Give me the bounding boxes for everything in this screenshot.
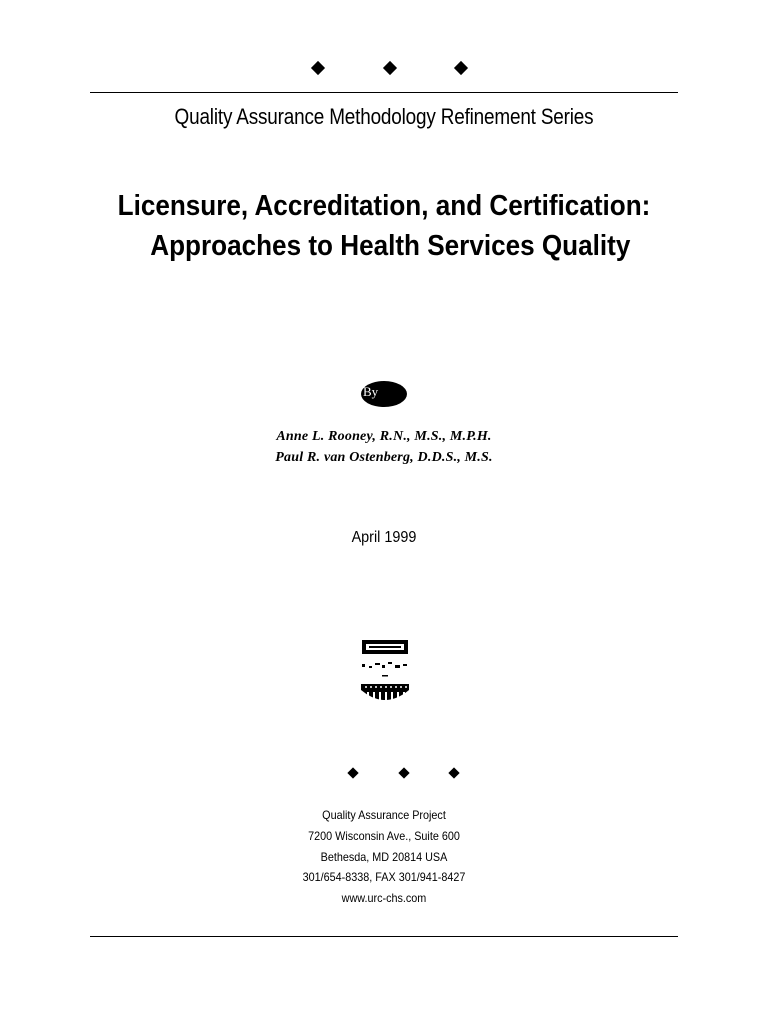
diamond-icon	[398, 767, 409, 778]
diamond-icon	[347, 767, 358, 778]
document-title-line-2: Approaches to Health Services Quality	[150, 230, 631, 262]
publisher-name: Quality Assurance Project	[322, 808, 446, 822]
diamond-icon	[383, 61, 397, 75]
usaid-emblem-icon	[358, 638, 412, 708]
top-ornament	[0, 58, 768, 78]
diamond-icon	[448, 767, 459, 778]
top-rule	[90, 92, 678, 93]
publisher-phone-fax: 301/654-8338, FAX 301/941-8427	[302, 870, 466, 884]
bottom-rule	[90, 936, 678, 937]
publisher-street: 7200 Wisconsin Ave., Suite 600	[308, 829, 460, 843]
publication-date: April 1999	[351, 529, 417, 546]
document-title-line-1: Licensure, Accreditation, and Certification:	[117, 190, 651, 222]
by-badge: By	[361, 381, 407, 407]
bottom-ornament	[0, 763, 768, 783]
author-2: Paul R. van Ostenberg, D.D.S., M.S.	[275, 450, 493, 465]
diamond-icon	[311, 61, 325, 75]
author-1: Anne L. Rooney, R.N., M.S., M.P.H.	[276, 429, 492, 444]
diamond-icon	[454, 61, 468, 75]
series-title: Quality Assurance Methodology Refinement Series	[174, 104, 594, 129]
publisher-city: Bethesda, MD 20814 USA	[320, 850, 448, 864]
publisher-website[interactable]: www.urc-chs.com	[341, 891, 427, 905]
